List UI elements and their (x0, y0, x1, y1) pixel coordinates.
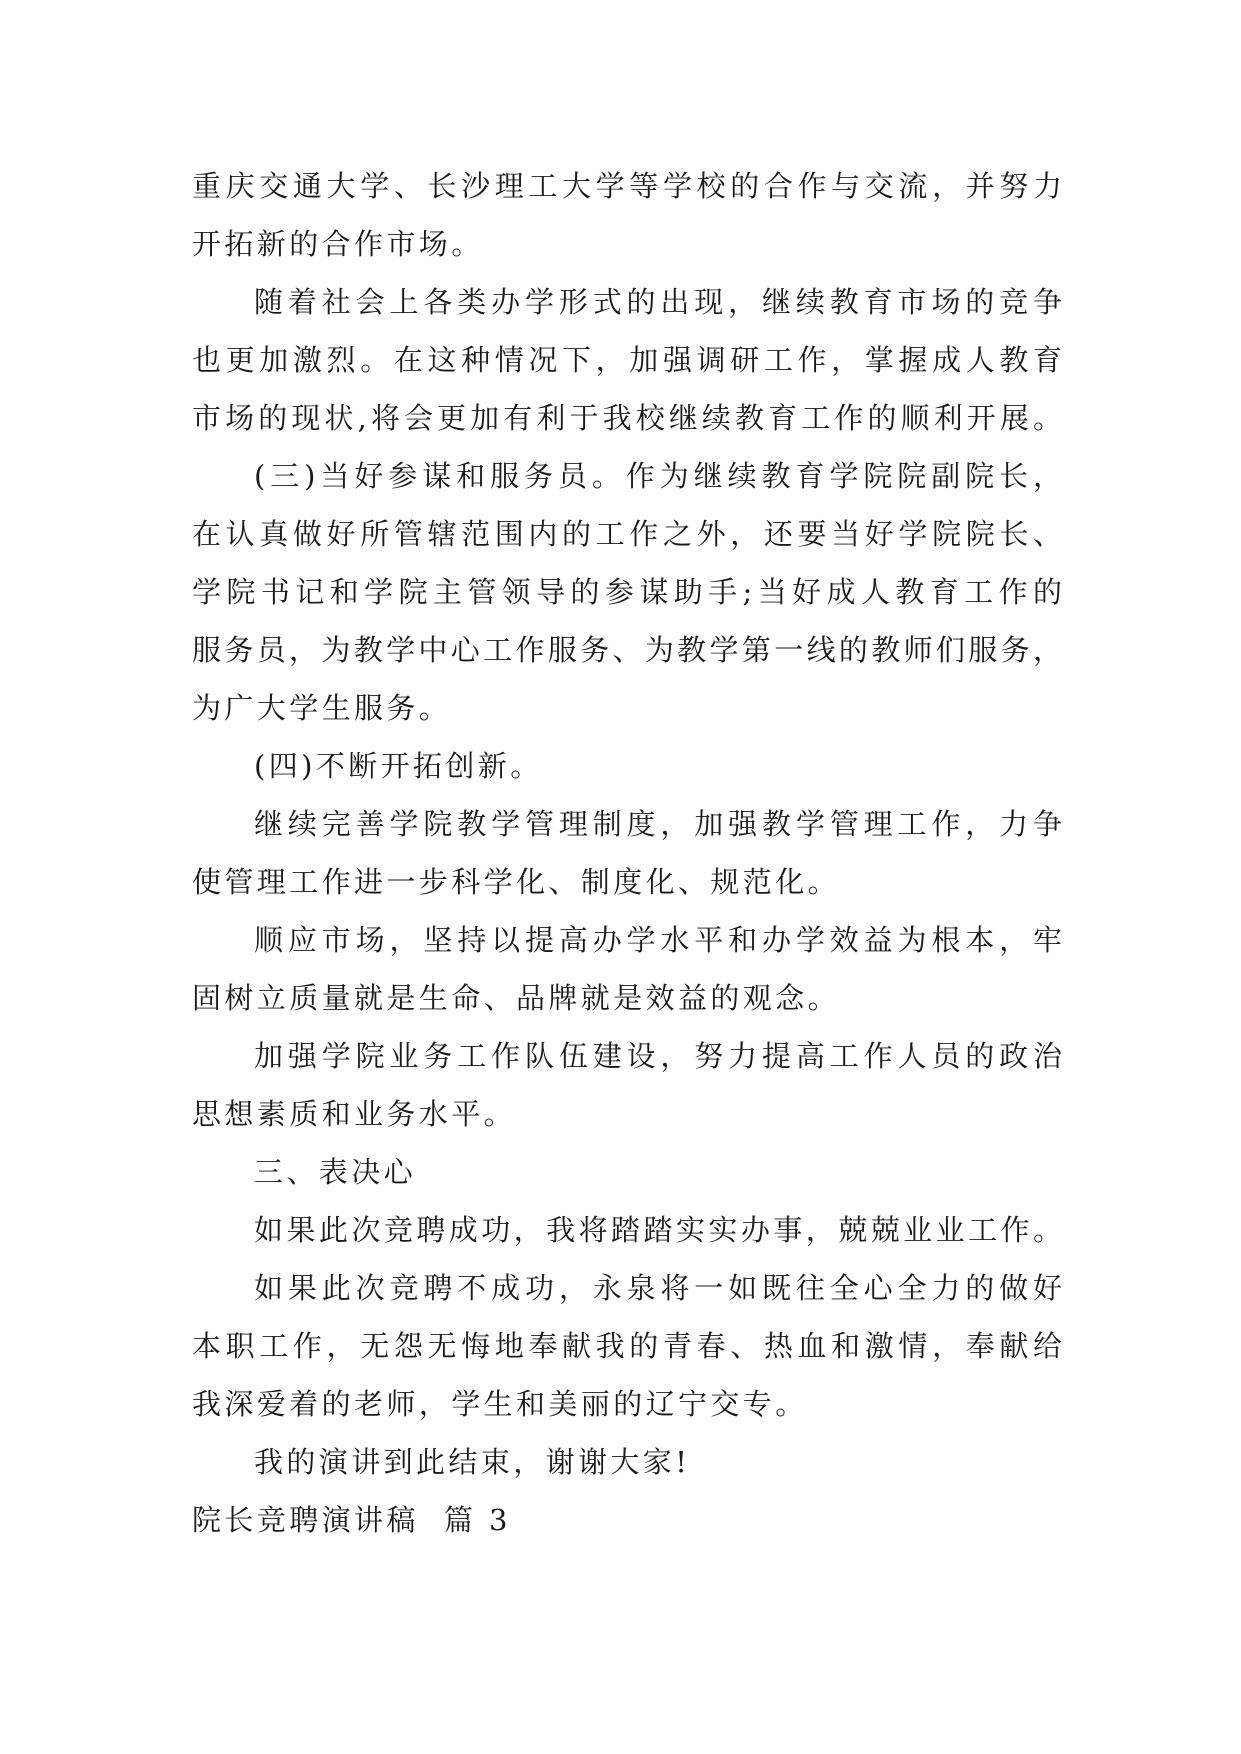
text-line: 使管理工作进一步科学化、制度化、规范化。 (192, 865, 841, 899)
text-line: 也更加激烈。在这种情况下，加强调研工作，掌握成人教育 (192, 343, 1062, 377)
text-line: 如果此次竞聘不成功，永泉将一如既往全心全力的做好 (254, 1271, 1062, 1305)
text-line: 市场的现状,将会更加有利于我校继续教育工作的顺利开展。 (192, 401, 1062, 435)
text-line: 顺应市场，坚持以提高办学水平和办学效益为根本，牢 (254, 923, 1062, 957)
text-line: 学院书记和学院主管领导的参谋助手;当好成人教育工作的 (192, 575, 1062, 609)
text-line: 我深爱着的老师，学生和美丽的辽宁交专。 (192, 1387, 808, 1421)
text-line: 继续完善学院教学管理制度，加强教学管理工作，力争 (254, 807, 1062, 841)
text-line: (四)不断开拓创新。 (254, 749, 543, 783)
text-line: 随着社会上各类办学形式的出现，继续教育市场的竞争 (254, 285, 1062, 319)
text-line: 服务员，为教学中心工作服务、为教学第一线的教师们服务， (192, 633, 1062, 667)
text-line: 加强学院业务工作队伍建设，努力提高工作人员的政治 (254, 1039, 1062, 1073)
text-line: 开拓新的合作市场。 (192, 227, 484, 261)
text-line: 为广大学生服务。 (192, 691, 452, 725)
text-line: 重庆交通大学、长沙理工大学等学校的合作与交流，并努力 (192, 169, 1062, 203)
next-article-title: 院长竞聘演讲稿 篇 3 (192, 1503, 511, 1537)
text-line: 如果此次竞聘成功，我将踏踏实实办事，兢兢业业工作。 (254, 1213, 1062, 1247)
text-line: 在认真做好所管辖范围内的工作之外，还要当好学院院长、 (192, 517, 1062, 551)
text-line: 本职工作，无怨无悔地奉献我的青春、热血和激情，奉献给 (192, 1329, 1062, 1363)
text-line: 固树立质量就是生命、品牌就是效益的观念。 (192, 981, 841, 1015)
text-line: 思想素质和业务水平。 (192, 1097, 517, 1131)
text-line: 我的演讲到此结束，谢谢大家! (254, 1445, 691, 1479)
section-heading: 三、表决心 (254, 1155, 417, 1189)
text-line: (三)当好参谋和服务员。作为继续教育学院院副院长， (254, 459, 1062, 493)
